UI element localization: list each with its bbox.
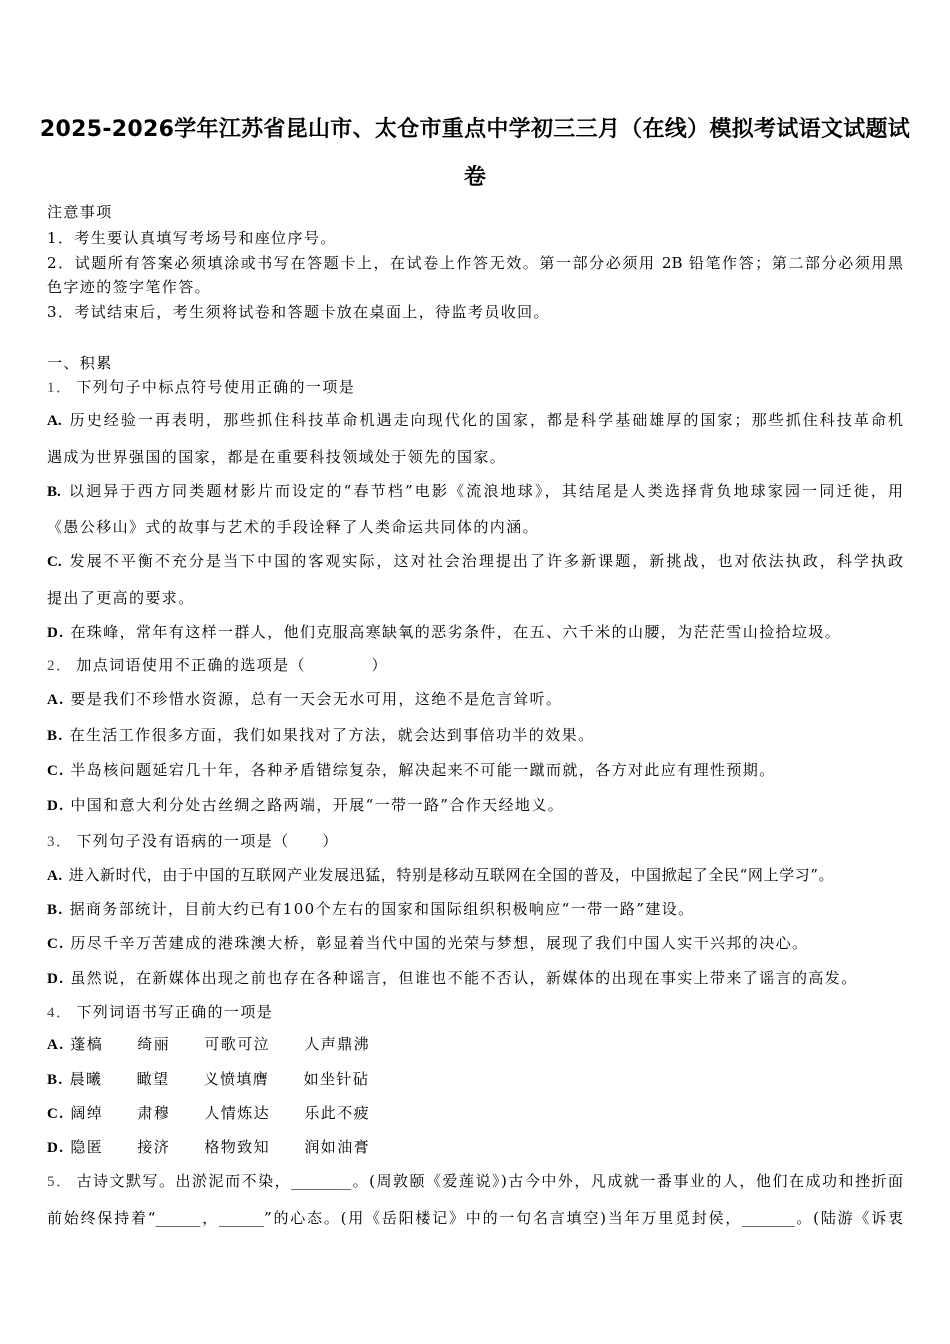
page-title: 2025-2026学年江苏省昆山市、太仓市重点中学初三三月（在线）模拟考试语文试题试 <box>39 117 911 142</box>
q4-option-a <box>47 1033 370 1054</box>
option-text: 虽然说，在新媒体出现之前也存在各种谣言，但谁也不能不否认，新媒体的出现在事实上带来了谣言的高发。 <box>70 969 858 987</box>
option-label: C. <box>47 763 65 779</box>
word: 乐此不疲 <box>304 1104 370 1122</box>
word: 晨曦 <box>69 1070 103 1088</box>
q1-option-d <box>47 621 841 642</box>
option-label: A. <box>47 868 63 884</box>
option-text: 中国和意大利分处古丝绸之路两端，开展“一带一路”合作天经地义。 <box>70 796 565 814</box>
note-item: 1．考生要认真填写考场号和座位序号。 <box>47 229 337 247</box>
word: 可歌可泣 <box>204 1035 270 1053</box>
option-text: 在生活工作很多方面，我们如果找对了方法，就会达到事倍功半的效果。 <box>69 726 595 744</box>
q2-option-b <box>47 724 594 745</box>
question-text: 下列词语书写正确的一项是 <box>76 1003 274 1021</box>
option-text: 半岛核问题延宕几十年，各种矛盾错综复杂，解决起来不可能一蹴而就，各方对此应有理性预期。 <box>70 761 776 779</box>
option-text: 发展不平衡不充分是当下中国的客观实际，这对社会治理提出了许多新课题，新挑战，也对依法执政，科学执政 <box>67 552 903 570</box>
option-text: 进入新时代，由于中国的互联网产业发展迅猛，特别是移动互联网在全国的普及，中国掀起了全民“网上学习”。 <box>68 866 835 884</box>
option-label: A. <box>47 692 65 708</box>
option-text: 以迥异于西方同类题材影片而设定的“春节档”电影《流浪地球》，其结尾是人类选择背负地球家园一同迁徙，用 <box>66 482 903 500</box>
q1-option-a-cont: 遇成为世界强国的国家，都是在重要科技领域处于领先的国家。 <box>47 448 507 466</box>
option-text: 要是我们不珍惜水资源，总有一天会无水可用，这绝不是危言耸听。 <box>70 690 563 708</box>
question-4-stem <box>47 1001 273 1022</box>
question-number: 3． <box>47 834 73 850</box>
note-item: 色字迹的签字笔作答。 <box>47 278 212 296</box>
note-item: 3．考试结束后，考生须将试卷和答题卡放在桌面上，待监考员收回。 <box>47 303 550 321</box>
question-text: 下列句子没有语病的一项是（ ） <box>76 832 339 850</box>
q2-option-a <box>47 688 562 709</box>
question-number: 5． <box>47 1174 73 1190</box>
question-3-stem <box>47 830 339 851</box>
word: 肃穆 <box>137 1104 171 1122</box>
option-label: D. <box>47 1140 65 1156</box>
question-5-cont: 前始终保持着“______，______”的心态。(用《岳阳楼记》中的一句名言填空)当年万里觅封侯，_______。(陆游《诉衷 <box>47 1209 903 1227</box>
word: 人情炼达 <box>204 1104 270 1122</box>
question-number: 2． <box>47 658 73 674</box>
section-heading: 一、积累 <box>47 354 113 372</box>
option-label: A. <box>47 413 62 429</box>
word: 如坐针砧 <box>303 1070 370 1088</box>
q4-option-b <box>47 1068 369 1089</box>
q3-option-c <box>47 932 808 953</box>
word: 绮丽 <box>137 1035 171 1053</box>
option-label: B. <box>47 1072 64 1088</box>
question-2-stem <box>47 654 388 675</box>
question-5-stem <box>47 1170 903 1191</box>
option-text: 历尽千辛万苦建成的港珠澳大桥，彰显着当代中国的光荣与梦想，展现了我们中国人实干兴邦的决心。 <box>70 934 809 952</box>
question-number: 4． <box>47 1005 73 1021</box>
q1-option-b-cont: 《愚公移山》式的故事与艺术的手段诠释了人类命运共同体的内涵。 <box>47 518 540 536</box>
page-title-cont: 卷 <box>463 165 487 190</box>
option-label: C. <box>47 554 62 570</box>
question-text: 加点词语使用不正确的选项是（ ） <box>76 656 388 674</box>
option-label: D. <box>47 798 65 814</box>
question-number: 1． <box>47 380 73 396</box>
word: 人声鼎沸 <box>304 1035 370 1053</box>
word: 义愤填膺 <box>203 1070 270 1088</box>
option-label: A. <box>47 1037 65 1053</box>
word: 隐匿 <box>70 1138 104 1156</box>
question-text: 古诗文默写。出淤泥而不染，________。(周敦颐《爱莲说》)古今中外，凡成就一番事业的人，他们在成功和挫折面 <box>76 1172 903 1190</box>
q1-option-c <box>47 550 903 571</box>
q2-option-c <box>47 759 776 780</box>
q1-option-a <box>47 409 903 430</box>
q3-option-d <box>47 967 858 988</box>
option-label: D. <box>47 625 65 641</box>
word: 蓬槁 <box>70 1035 104 1053</box>
word: 润如油膏 <box>304 1138 370 1156</box>
option-label: B. <box>47 728 64 744</box>
notes-heading: 注意事项 <box>47 203 113 221</box>
word: 格物致知 <box>204 1138 270 1156</box>
option-label: C. <box>47 1106 65 1122</box>
q4-option-c <box>47 1102 370 1123</box>
option-label: B. <box>47 484 61 500</box>
option-text: 据商务部统计，目前大约已有100个左右的国家和国际组织积极响应“一带一路”建设。 <box>69 900 695 918</box>
q3-option-b <box>47 898 695 919</box>
note-item: 2．试题所有答案必须填涂或书写在答题卡上，在试卷上作答无效。第一部分必须用 2B 铅笔作答；第二部分必须用黑 <box>47 254 903 272</box>
option-text: 在珠峰，常年有这样一群人，他们克服高寒缺氧的恶劣条件，在五、六千米的山腰，为茫茫雪山捡拾垃圾。 <box>70 623 842 641</box>
word: 接济 <box>137 1138 171 1156</box>
option-label: B. <box>47 902 64 918</box>
question-text: 下列句子中标点符号使用正确的一项是 <box>76 378 356 396</box>
q2-option-d <box>47 794 564 815</box>
q1-option-c-cont: 提出了更高的要求。 <box>47 589 195 607</box>
q4-option-d <box>47 1136 370 1157</box>
option-label: C. <box>47 936 65 952</box>
q3-option-a <box>47 864 834 885</box>
question-1-stem <box>47 376 355 397</box>
word: 瞰望 <box>136 1070 170 1088</box>
option-text: 历史经验一再表明，那些抓住科技革命机遇走向现代化的国家，都是科学基础雄厚的国家；那些抓住科技革命机 <box>67 411 903 429</box>
option-label: D. <box>47 971 65 987</box>
q1-option-b <box>47 480 903 501</box>
word: 阔绰 <box>70 1104 104 1122</box>
